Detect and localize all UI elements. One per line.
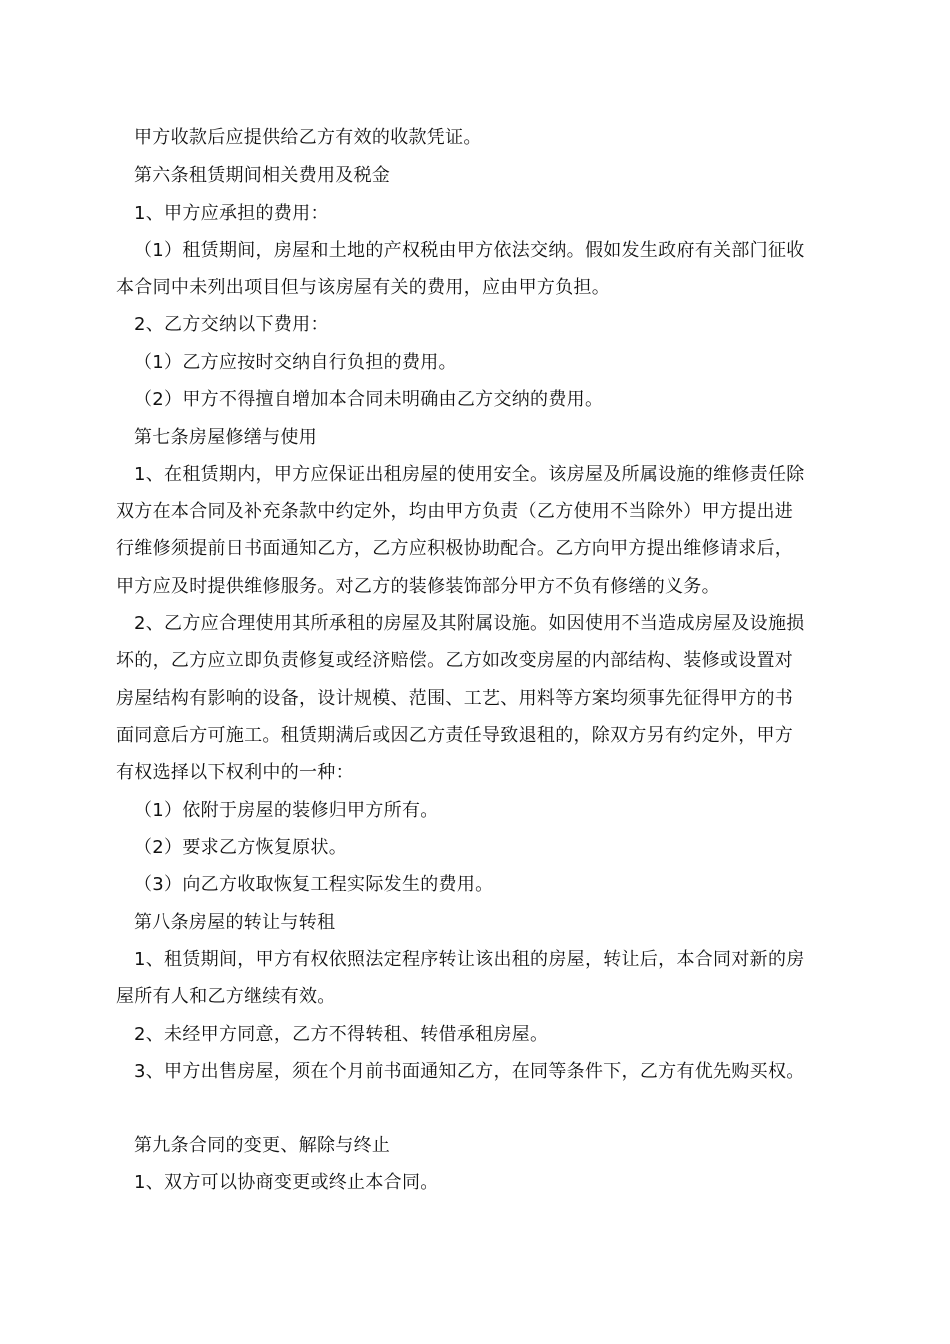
paragraph-line: 1、在租赁期内，甲方应保证出租房屋的使用安全。该房屋及所属设施的维修责任除 bbox=[134, 464, 805, 485]
paragraph-line: （2）甲方不得擅自增加本合同未明确由乙方交纳的费用。 bbox=[134, 389, 604, 410]
paragraph-line: 甲方收款后应提供给乙方有效的收款凭证。 bbox=[134, 127, 482, 148]
paragraph-line: 2、未经甲方同意，乙方不得转租、转借承租房屋。 bbox=[134, 1024, 549, 1045]
clause-line: 2、乙方交纳以下费用： bbox=[134, 314, 329, 335]
paragraph-line: （3）向乙方收取恢复工程实际发生的费用。 bbox=[134, 874, 494, 895]
article-heading: 第八条房屋的转让与转租 bbox=[134, 912, 336, 933]
paragraph-line: 1、双方可以协商变更或终止本合同。 bbox=[134, 1172, 439, 1193]
paragraph-line: 有权选择以下权利中的一种： bbox=[116, 762, 354, 783]
clause-line: 1、甲方应承担的费用： bbox=[134, 203, 329, 224]
paragraph-line: 1、租赁期间，甲方有权依照法定程序转让该出租的房屋，转让后，本合同对新的房 bbox=[134, 949, 805, 970]
paragraph-line: （1）乙方应按时交纳自行负担的费用。 bbox=[134, 352, 457, 373]
paragraph-line: 面同意后方可施工。租赁期满后或因乙方责任导致退租的，除双方另有约定外，甲方 bbox=[116, 725, 794, 746]
paragraph-line: 3、甲方出售房屋，须在个月前书面通知乙方，在同等条件下，乙方有优先购买权。 bbox=[134, 1061, 805, 1082]
paragraph-line: 坏的，乙方应立即负责修复或经济赔偿。乙方如改变房屋的内部结构、装修或设置对 bbox=[116, 650, 794, 671]
paragraph-line: 屋所有人和乙方继续有效。 bbox=[116, 986, 336, 1007]
article-heading: 第七条房屋修缮与使用 bbox=[134, 427, 317, 448]
paragraph-line: 本合同中未列出项目但与该房屋有关的费用，应由甲方负担。 bbox=[116, 277, 611, 298]
article-heading: 第九条合同的变更、解除与终止 bbox=[134, 1135, 391, 1156]
paragraph-line: 双方在本合同及补充条款中约定外，均由甲方负责（乙方使用不当除外）甲方提出进 bbox=[116, 501, 794, 522]
article-heading: 第六条租赁期间相关费用及税金 bbox=[134, 165, 391, 186]
paragraph-line: （2）要求乙方恢复原状。 bbox=[134, 837, 348, 858]
paragraph-line: 房屋结构有影响的设备，设计规模、范围、工艺、用料等方案均须事先征得甲方的书 bbox=[116, 688, 794, 709]
paragraph-line: 行维修须提前日书面通知乙方，乙方应积极协助配合。乙方向甲方提出维修请求后， bbox=[116, 538, 794, 559]
paragraph-line: 2、乙方应合理使用其所承租的房屋及其附属设施。如因使用不当造成房屋及设施损 bbox=[134, 613, 805, 634]
paragraph-line: （1）租赁期间，房屋和土地的产权税由甲方依法交纳。假如发生政府有关部门征收 bbox=[134, 240, 805, 261]
paragraph-line: 甲方应及时提供维修服务。对乙方的装修装饰部分甲方不负有修缮的义务。 bbox=[116, 576, 720, 597]
paragraph-line: （1）依附于房屋的装修归甲方所有。 bbox=[134, 800, 439, 821]
